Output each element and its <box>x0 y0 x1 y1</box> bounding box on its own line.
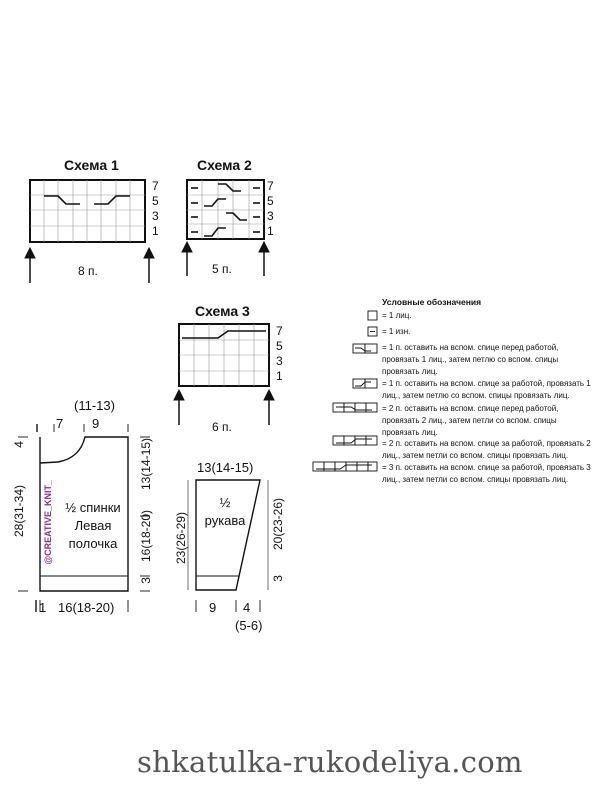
back-top-left: 7 <box>56 416 64 431</box>
site-watermark: shkatulka-rukodeliya.com <box>137 745 523 779</box>
legend-symbols <box>313 311 377 471</box>
sleeve-right-height: 20(23-26) <box>271 498 285 551</box>
sleeve-top-width: 13(14-15) <box>197 460 254 475</box>
legend-item-cable-3-back: = 3 п. оставить на вспом. спице за работой, провязать 3 лиц., затем петли со вспом. спицы провязать лиц. <box>382 463 591 484</box>
row-number: 7 <box>152 179 159 193</box>
sleeve-piece-label <box>200 495 250 528</box>
back-left-height: 28(31-34) <box>12 485 26 538</box>
row-number: 3 <box>276 354 283 368</box>
row-number: 5 <box>152 194 159 208</box>
scheme2-row-numbers <box>267 180 274 238</box>
row-number: 7 <box>276 324 283 338</box>
scheme2-width-label: 5 п. <box>212 262 232 276</box>
back-bottom-left: 1 <box>39 600 47 615</box>
legend-item-knit: = 1 лиц. <box>382 311 412 320</box>
back-label-line1: ½ спинки <box>65 500 121 515</box>
scheme2-chart <box>187 180 264 239</box>
scheme1-chart <box>30 180 145 242</box>
legend-item-purl: = 1 изн. <box>382 327 411 336</box>
scheme1-row-numbers <box>152 180 159 238</box>
scheme3-row-numbers <box>276 325 283 383</box>
sleeve-bottom-left: 9 <box>209 600 217 615</box>
scheme1-title: Схема 1 <box>64 157 119 173</box>
sleeve-label-line1: ½ <box>219 495 231 510</box>
scheme2-title: Схема 2 <box>197 157 252 173</box>
sleeve-label-line2: рукава <box>204 513 246 528</box>
legend-item-cable-2-front: = 2 п. оставить на вспом. спице перед работой, провязать 2 лиц., затем петли со вспом. спицы провязать лиц. <box>382 404 559 437</box>
scheme1-width-label: 8 п. <box>78 264 98 278</box>
row-number: 5 <box>267 194 274 208</box>
legend-item-cable-2-back: = 2 п. оставить на вспом. спице за работой, провязать 2 лиц., затем петли со вспом. спицы провязать лиц. <box>382 439 591 460</box>
back-right-bottom: 3 <box>139 577 153 584</box>
row-number: 1 <box>152 224 159 238</box>
sleeve-left-height: 23(26-29) <box>174 512 188 565</box>
back-top-total: (11-13) <box>74 398 115 413</box>
scheme3-title: Схема 3 <box>195 303 250 319</box>
legend-item-cable-1-back: = 1 п. оставить на вспом. спице за работой, провязать 1 лиц., затем петлю со вспом. спицы провязать лиц. <box>382 379 591 400</box>
row-number: 5 <box>276 339 283 353</box>
back-right-top: 13(14-15) <box>139 438 153 491</box>
back-label-line3: полочка <box>68 536 118 551</box>
legend-title: Условные обозначения <box>382 297 482 307</box>
back-left-top: 4 <box>12 441 26 448</box>
scheme3-chart <box>179 324 269 386</box>
back-right-mid: 16(18-20) <box>139 510 153 563</box>
legend-item-cable-1-front: = 1 п. оставить на вспом. спице перед работой, провязать 1 лиц., затем петлю со вспом. спицы провязать лиц. <box>382 343 559 376</box>
back-top-right: 9 <box>92 416 100 431</box>
sleeve-bottom-right-sub: (5-6) <box>235 618 263 633</box>
scheme3-width-label: 6 п. <box>212 420 232 434</box>
row-number: 1 <box>276 369 283 383</box>
row-number: 1 <box>267 224 274 238</box>
sleeve-right-bottom: 3 <box>271 575 285 582</box>
back-label-line2: Левая <box>74 518 112 533</box>
creative-knit-watermark: @CREATIVE_KNIT_ <box>43 480 53 565</box>
row-number: 7 <box>267 179 274 193</box>
sleeve-bottom-right: 4 <box>243 600 251 615</box>
back-bottom-width: 16(18-20) <box>58 600 115 615</box>
row-number: 3 <box>267 209 274 223</box>
row-number: 3 <box>152 209 159 223</box>
back-piece-label <box>57 500 129 551</box>
